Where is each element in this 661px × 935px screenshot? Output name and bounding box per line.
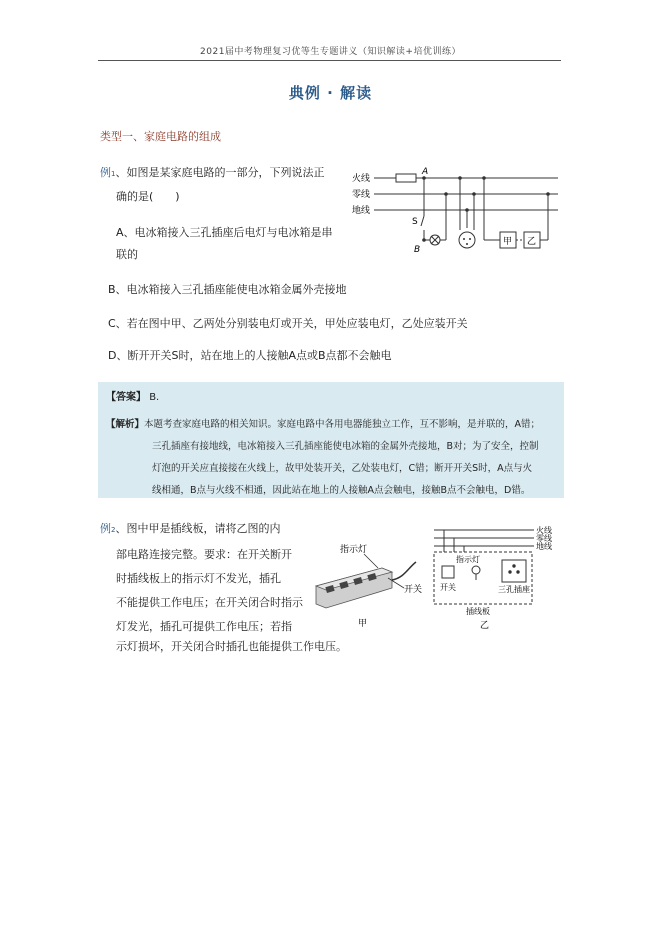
example1-option-c: C、若在图中甲、乙两处分别装电灯或开关，甲处应装电灯，乙处应装开关 bbox=[108, 317, 468, 330]
switch-label-jia: 开关 bbox=[404, 585, 423, 595]
live-wire-label: 火线 bbox=[352, 174, 371, 184]
analysis-label: 【解析】 bbox=[106, 419, 145, 430]
example2-label: 例 bbox=[100, 522, 111, 535]
analysis-line4: 线相通，B点与火线不相通，因此站在地上的人接触A点会触电，接触B点不会触电，D错。 bbox=[152, 485, 531, 496]
example1-question-line1: 、如图是某家庭电路的一部分，下列说法正 bbox=[115, 166, 325, 179]
example1-question-line2: 确的是( ) bbox=[116, 190, 180, 203]
example2-line2: 部电路连接完整。要求：在开关断开 bbox=[116, 548, 292, 561]
indicator-label-yi: 指示灯 bbox=[456, 555, 480, 564]
example1-option-a-line2: 联的 bbox=[116, 248, 138, 261]
switch-label-yi: 开关 bbox=[440, 583, 456, 592]
answer-line bbox=[106, 388, 159, 403]
neutral-wire-label-2: 零线 bbox=[536, 534, 552, 543]
page-title: 典例 · 解读 bbox=[288, 84, 373, 102]
neutral-wire-label: 零线 bbox=[352, 190, 371, 200]
answer-label: 【答案】 bbox=[106, 392, 146, 403]
answer-panel bbox=[98, 382, 564, 498]
page-header: 2021届中考物理复习优等生专题讲义（知识解读+培优训练） bbox=[200, 47, 461, 57]
switch-s-label: S bbox=[412, 217, 418, 227]
ground-wire-label: 地线 bbox=[352, 206, 371, 216]
caption-yi: 乙 bbox=[480, 621, 490, 631]
example1-label: 例 bbox=[100, 166, 111, 179]
example1-question bbox=[100, 162, 380, 185]
board-label: 插线板 bbox=[466, 607, 490, 616]
example1-option-d: D、断开开关S时，站在地上的人接触A点或B点都不会触电 bbox=[108, 349, 392, 362]
box-jia-label: 甲 bbox=[503, 237, 513, 247]
header-divider bbox=[98, 60, 561, 61]
example2-line4: 不能提供工作电压；在开关闭合时指示 bbox=[116, 596, 303, 609]
ground-wire-label-2: 地线 bbox=[536, 542, 552, 551]
section-heading: 类型一、家庭电路的组成 bbox=[100, 130, 221, 143]
box-yi-label: 乙 bbox=[527, 237, 537, 247]
live-wire-label-2: 火线 bbox=[536, 526, 552, 535]
indicator-label-jia: 指示灯 bbox=[340, 545, 368, 555]
example2-line6: 示灯损坏，开关闭合时插孔也能提供工作电压。 bbox=[116, 640, 347, 653]
circuit-diagram-1 bbox=[348, 162, 564, 262]
example1-label-sub: 1 bbox=[111, 170, 116, 178]
example2-label-sub: 2 bbox=[111, 526, 116, 534]
point-a-label: A bbox=[422, 167, 429, 177]
example1-option-a-line1: A、电冰箱接入三孔插座后电灯与电冰箱是串 bbox=[116, 226, 333, 239]
point-b-label: B bbox=[414, 245, 421, 255]
power-strip-figure bbox=[312, 538, 432, 630]
example2-line1: 、图中甲是插线板，请将乙图的内 bbox=[115, 522, 281, 535]
example2-line5: 灯发光，插孔可提供工作电压；若指 bbox=[116, 620, 292, 633]
caption-jia: 甲 bbox=[358, 619, 368, 629]
answer-value: B. bbox=[149, 392, 160, 403]
example2-line1-wrap bbox=[100, 518, 280, 541]
example1-option-b: B、电冰箱接入三孔插座能使电冰箱金属外壳接地 bbox=[108, 283, 347, 296]
analysis-line2: 三孔插座有接地线，电冰箱接入三孔插座能使电冰箱的金属外壳接地，B对；为了安全，控制 bbox=[152, 441, 539, 452]
socket-label: 三孔插座 bbox=[498, 585, 530, 594]
analysis-line3: 灯泡的开关应直接接在火线上，故甲处装开关，乙处装电灯，C错；断开开关S时，A点与火 bbox=[152, 463, 533, 474]
example2-line3: 时插线板上的指示灯不发光，插孔 bbox=[116, 572, 281, 585]
analysis-line1: 本题考查家庭电路的相关知识。家庭电路中各用电器能独立工作，互不影响，是并联的，A错； bbox=[144, 419, 541, 430]
analysis-text bbox=[106, 414, 556, 498]
power-strip-circuit bbox=[430, 524, 562, 632]
